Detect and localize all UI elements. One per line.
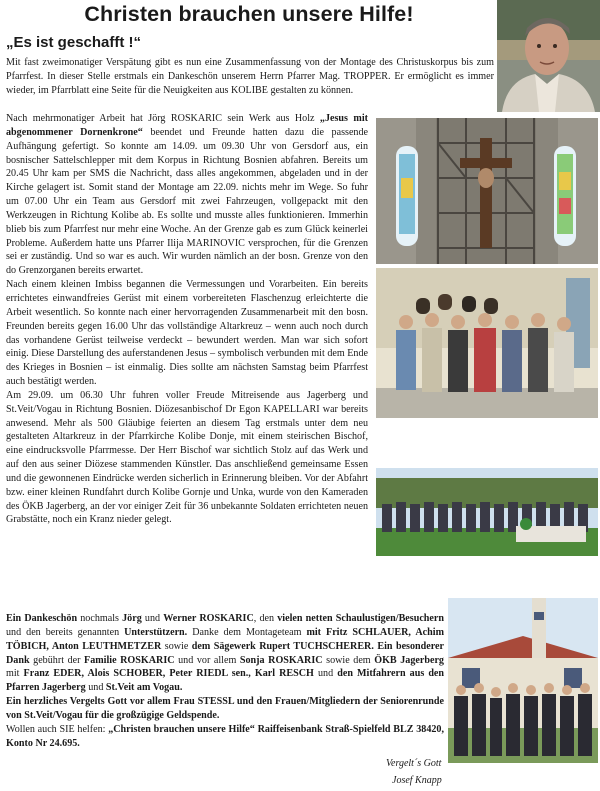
portrait-photo bbox=[497, 0, 600, 112]
thanks-text-11: und bbox=[313, 668, 338, 680]
article-subtitle: „Es ist geschafft !“ bbox=[6, 34, 142, 51]
thanks-heading: Ein Dankeschön bbox=[6, 613, 78, 624]
text-block-main bbox=[6, 112, 368, 527]
bank-details: „Christen brauchen unsere Hilfe“ Raiffeisenbank Straß-Spielfeld BLZ 38420, Konto Nr 24.695. bbox=[6, 723, 444, 749]
help-text: Wollen auch SIE helfen: bbox=[6, 723, 109, 735]
thanks-team: mit Fritz SCHLAUER, Achim TÖBICH, Anton LEUTHMETZER bbox=[6, 626, 444, 652]
thanks-text-5: Danke dem Montageteam bbox=[187, 626, 307, 638]
church-interior-photo bbox=[376, 118, 598, 264]
thanks-text-4: und den bereits genannten bbox=[6, 626, 125, 638]
thanks-okb-members: Franz EDER, Alois SCHOBER, Peter RIEDL sen., Karl RESCH bbox=[23, 668, 314, 680]
thanks-text-9: sowie dem bbox=[322, 654, 375, 666]
paragraph-donation-thanks bbox=[6, 695, 444, 723]
paragraph-festival: Am 29.09. um 06.30 Uhr fuhren voller Freude Mitreisende aus Jagerberg und St.Veit/Vogau in Richtung Bosnien. Diözesanbischof Dr Egon KAPELLARI war bereits anwesend. Mehr als 500 Gläubige feierten an diesem Tag erstmals unter dem neu gestalteten Altarkreuz in der Pfarrkirche Kolibe Donje, mit einem steirischen Bischof, eine eindrucksvolle Pfarrmesse. Der Herr Bischof war sichtlich Stolz auf das Werk und auf den aus seiner Diözese stammenden Künstler. Das anschließend gemeinsame Essen und die gewonnenen Eindrücke werden sicherlich in Erinnerung bleiben. Vor der Abfahrt bzw. einer kleinen Rundfahrt durch Kolibe Gornje und Unka, wurde von den Kameraden des ÖKB Jagerberg, an der vor einiger Zeit für 36 unbekannte Soldaten errichteten neuen Grabstätte, noch ein Kranz nieder gelegt. bbox=[6, 389, 368, 526]
thanks-text-6: sowie bbox=[161, 640, 192, 652]
thanks-special: Ein besonderer Dank bbox=[6, 640, 444, 666]
thanks-sonja: Sonja ROSKARIC bbox=[239, 654, 323, 666]
thanks-text-12: und bbox=[85, 682, 106, 694]
paragraph-work-text: Nach mehrmonatiger Arbeit hat Jörg ROSKARIC sein Werk aus Holz bbox=[6, 113, 320, 124]
thanks-sawmill: dem Sägewerk Rupert TUCHSCHERER. bbox=[191, 640, 374, 652]
paragraph-thanks bbox=[6, 612, 444, 695]
thanks-okb: ÖKB Jagerberg bbox=[374, 654, 444, 666]
thanks-text-10: mit bbox=[6, 668, 24, 680]
signature: Josef Knapp bbox=[392, 775, 442, 786]
text-block-thanks bbox=[6, 612, 444, 750]
church-exterior-group-photo bbox=[448, 598, 598, 763]
thanks-parish: St.Veit am Vogau. bbox=[105, 682, 183, 694]
paragraph-work-text-rest: beendet und Freunde hatten dazu die passende Aufhängung gefertigt. So konnte am 14.09. um 09.30 Uhr von Gersdorf aus, ein bosnischer Sattelschlepper mit dem Korpus in Richtung Bosnien abfahren. Bereits um 20.45 Uhr kam per SMS die Nachricht, dass alles angekommen, abgeladen und in der Kirche gelagert ist. Somit stand der Montage am 22.09. nichts mehr im Wege. So fuhr um 07.00 Uhr ein Team aus Gersdorf mit zwei Fahrzeugen, vollgepackt mit den Werkzeugen in Richtung Kolibe ab. Es sollte und musste alles funktionieren. Immerhin blieb bis zum Pfarrfest nur mehr eine Woche. An der Grenze gab es zum Glück keinerlei Probleme. Außerdem hatte uns Pfarrer Ilija MARINOVIC versprochen, für die Grenzen sei er zuständig. Und so war es auch. Wir wurden nämlich an der bosn. Grenze von den do Grenzorganen bereits erwartet. bbox=[6, 126, 368, 277]
closing-line: Vergelt´s Gott bbox=[386, 758, 442, 769]
paragraph-assembly: Nach einem kleinen Imbiss begannen die Vermessungen und Vorarbeiten. Ein bereits errichtetes einwandfreies Gerüst mit einem vorbereiteten Flaschenzug erleichterte die Arbeit wesentlich. So konnte nach einer hervorragenden Zusammenarbeit mit den bosn. Freunden bereits gegen 16.00 Uhr das vollständige Altarkreuz – wenn auch noch durch das vorhandene Gerüst teilweise verdeckt – bewundert werden. Man war sich sofort einig. Diese Darstellung des auferstandenen Jesus – symbolisch verbunden mit dem Ende des Krieges in Bosnien – ist einmalig. Dies sollte am nächsten Samstag beim Pfarrfest auch bestätigt werden. bbox=[6, 279, 368, 388]
paragraph-work bbox=[6, 112, 368, 278]
thanks-family: Familie ROSKARIC bbox=[84, 654, 175, 666]
thanks-name-2: Werner ROSKARIC bbox=[163, 613, 254, 624]
thanks-text-8: und vor allem bbox=[174, 654, 240, 666]
outdoor-gathering-photo bbox=[376, 468, 598, 556]
paragraph-intro: Mit fast zweimonatiger Verspätung gibt es nun eine Zusammenfassung von der Montage des Christuskorpus bis zum Pfarrfest. In dieser Stelle erstmals ein Dankeschön unserem Herrn Pfarrer Mag. TROPPER. Er ermöglicht es immer wieder, im Pfarrblatt eine Seite für die Neuigkeiten aus KOLIBE gestalten zu können. bbox=[6, 57, 494, 96]
donation-thanks-text: Ein herzliches Vergelts Gott vor allem Frau STESSL und den Frauen/Mitgliedern der Seniorenrunde von St.Veit/Vogau für die großzügige Geldspende. bbox=[6, 696, 444, 721]
thanks-visitors: vielen netten Schaulustigen/Besuchern bbox=[277, 613, 444, 624]
group-photo-altar bbox=[376, 268, 598, 418]
thanks-supporters: Unterstützern. bbox=[124, 626, 188, 638]
thanks-travelers: den Mitfahrern aus den Pfarren Jagerberg bbox=[6, 668, 445, 694]
thanks-text-1: nochmals bbox=[77, 613, 123, 624]
thanks-text-7: gebührt der bbox=[29, 654, 85, 666]
thanks-text-2: und bbox=[141, 613, 164, 624]
article-title: Christen brauchen unsere Hilfe! bbox=[84, 2, 414, 26]
paragraph-help bbox=[6, 723, 444, 751]
artwork-title: „Jesus mit abgenommener Dornenkrone“ bbox=[6, 113, 368, 138]
thanks-text-3: , den bbox=[253, 613, 278, 624]
thanks-name-1: Jörg bbox=[122, 613, 142, 624]
text-block-intro bbox=[6, 56, 494, 98]
